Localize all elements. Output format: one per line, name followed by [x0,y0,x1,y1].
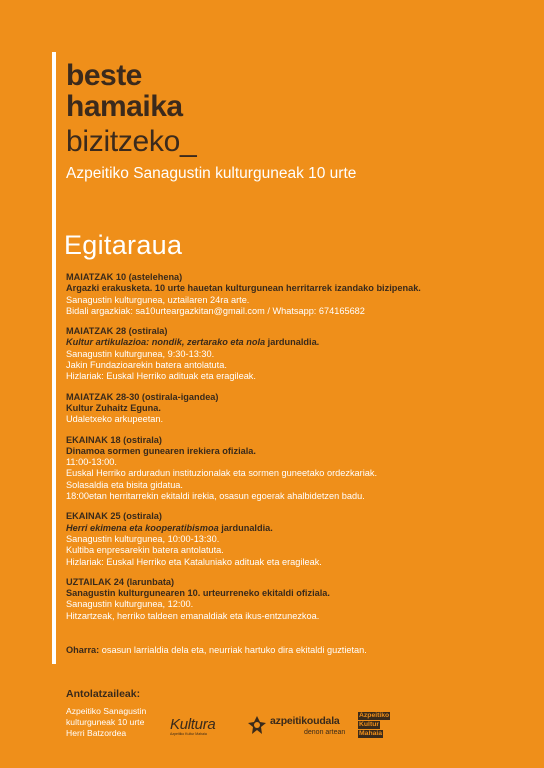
title-line-2: hamaika [66,90,183,123]
kultur-mahaia-logo [358,712,394,739]
mahaia-logo-line: Kultur [359,721,380,728]
organizers-lines [66,706,146,738]
event-detail: Sanagustin kulturgunea, 12:00. [66,599,194,610]
event-detail: Bidali argazkiak: sa10urteargazkitan@gmail.com / Whatsapp: 674165682 [66,305,365,316]
kultura-logo-text: Kultura [170,716,216,733]
organizer-line: Azpeitiko Sanagustin [66,706,147,716]
event-date: MAIATZAK 28-30 (ostirala-igandea) [66,391,219,402]
event-headline: Dinamoa sormen gunearen irekiera ofiziala. [66,445,256,456]
azpeitia-emblem-icon [246,714,268,736]
event-headline-rest: jardunaldia. [218,522,273,533]
event-detail: Euskal Herriko arduradun instituzionalak eta sormen guneetako ordezkariak. [66,468,378,479]
mahaia-logo-line: Mahaia [359,730,383,737]
organizer-line: Herri Batzordea [66,727,127,738]
subtitle: Azpeitiko Sanagustin kulturguneak 10 urte [66,165,357,182]
event-item [66,577,506,622]
note [66,644,367,656]
event-detail: 18:00etan herritarrekin ekitaldi irekia, osasun egoerak ahalbidetzen badu. [66,491,365,502]
event-detail: Sanagustin kulturgunea, 10:00-13:30. [66,533,220,544]
event-detail: Hizlariak: Euskal Herriko eta Kataluniako adituak eta eragileak. [66,556,322,567]
event-item [66,511,506,567]
decorative-vertical-bar [52,52,56,664]
event-headline [66,337,506,348]
event-date: EKAINAK 25 (ostirala) [66,511,162,522]
event-date: EKAINAK 18 (ostirala) [66,434,162,445]
event-detail: Kultiba enpresarekin batera antolatuta. [66,545,224,556]
event-date: MAIATZAK 10 (astelehena) [66,272,183,282]
kultura-logo-subtext: Azpeitiko Kultur Mahaia [170,732,207,736]
event-detail: Sanagustin kulturgunea, uztailaren 24ra arte. [66,294,250,305]
event-headline [66,523,506,534]
organizers-title: Antolatzaileak: [66,688,141,700]
event-detail: Solasaldia eta bisita gidatua. [66,479,183,490]
note-label: Oharra: [66,645,100,655]
event-headline-rest: jardunaldia. [265,337,320,348]
event-detail: Udaletxeko arkupeetan. [66,414,164,425]
title-line-3: bizitzeko_ [66,125,197,158]
azpeitia-logo-name: azpeitikoudala [270,715,340,727]
title-line-1: beste [66,59,142,92]
event-item [66,392,506,426]
title-bold [66,60,183,122]
azpeitia-logo-tagline: denon artean [304,729,346,736]
event-detail: Hizlariak: Euskal Herriko adituak eta eragileak. [66,371,256,382]
event-detail: Jakin Fundazioarekin batera antolatuta. [66,360,227,371]
note-text: osasun larrialdia dela eta, neurriak hartuko dira ekitaldi guztietan. [99,645,367,655]
event-date: MAIATZAK 28 (ostirala) [66,326,168,337]
event-headline: Sanagustin kulturgunearen 10. urteurreneko ekitaldi ofiziala. [66,588,330,599]
organizer-line: kulturguneak 10 urte [66,716,145,727]
event-item [66,435,506,503]
mahaia-logo-line: Azpeitiko [359,712,390,719]
event-headline-italic: Kultur artikulazioa: nondik, zertarako eta nola [66,337,266,348]
event-headline-italic: Herri ekimena eta kooperatibismoa [66,522,219,533]
event-detail: 11:00-13:00. [66,457,117,468]
event-detail: Hitzartzeak, herriko taldeen emanaldiak eta ikus-entzunezkoa. [66,610,320,621]
events-list [66,272,506,631]
event-item [66,272,506,317]
section-title: Egitaraua [64,230,183,260]
event-date: UZTAILAK 24 (larunbata) [66,576,175,587]
event-detail: Sanagustin kulturgunea, 9:30-13:30. [66,348,215,359]
kultura-logo [170,716,215,736]
event-headline: Argazki erakusketa. 10 urte hauetan kulturgunean herritarrek izandako bizipenak. [66,283,421,294]
event-item [66,326,506,382]
event-headline: Kultur Zuhaitz Eguna. [66,402,161,413]
